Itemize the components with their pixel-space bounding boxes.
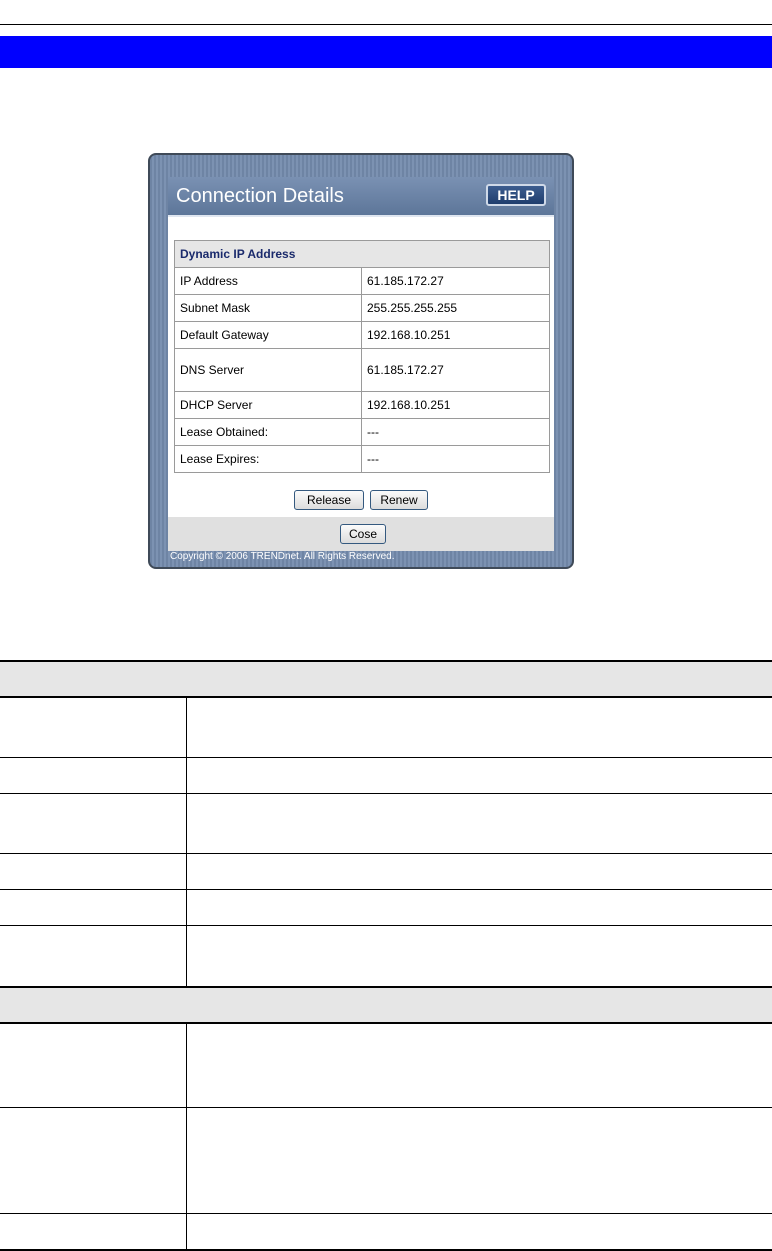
table-row: [175, 268, 550, 295]
row-value: 61.185.172.27: [362, 349, 550, 392]
table-divider: [0, 925, 772, 926]
row-label: Subnet Mask: [175, 295, 362, 322]
table-row: [175, 349, 550, 392]
row-label: Lease Obtained:: [175, 419, 362, 446]
close-button[interactable]: Cose: [340, 524, 386, 544]
row-value: 192.168.10.251: [362, 322, 550, 349]
dialog-body: [168, 217, 554, 551]
table-column-separator: [186, 1024, 187, 1249]
renew-button[interactable]: Renew: [370, 490, 428, 510]
table-divider: [0, 793, 772, 794]
row-label: Default Gateway: [175, 322, 362, 349]
table-header-row: [0, 988, 772, 1022]
close-button-bar: [168, 517, 554, 551]
table-row: [175, 322, 550, 349]
row-label: DNS Server: [175, 349, 362, 392]
table-divider: [0, 853, 772, 854]
dialog-title: Connection Details: [176, 185, 344, 207]
table-column-separator: [186, 698, 187, 986]
table-row: [175, 446, 550, 473]
table-divider: [0, 889, 772, 890]
page-top-rule: [0, 24, 772, 25]
release-button[interactable]: Release: [294, 490, 364, 510]
table-header-row: [0, 662, 772, 696]
connection-details-table: [174, 240, 550, 473]
row-label: DHCP Server: [175, 392, 362, 419]
row-value: 192.168.10.251: [362, 392, 550, 419]
row-value: 255.255.255.255: [362, 295, 550, 322]
row-label: Lease Expires:: [175, 446, 362, 473]
row-value: ---: [362, 446, 550, 473]
table-row: [175, 392, 550, 419]
copyright-text: Copyright © 2006 TRENDnet. All Rights Reserved.: [170, 551, 395, 562]
table-section-header: [175, 241, 550, 268]
table-divider: [0, 696, 772, 698]
row-value: 61.185.172.27: [362, 268, 550, 295]
dialog-header: [168, 177, 554, 217]
row-label: IP Address: [175, 268, 362, 295]
table-divider: [0, 1213, 772, 1214]
table-row: [175, 295, 550, 322]
row-value: ---: [362, 419, 550, 446]
connection-details-window: [148, 153, 574, 569]
help-button[interactable]: HELP: [486, 184, 546, 206]
table-row: [175, 419, 550, 446]
table-divider: [0, 757, 772, 758]
table-divider: [0, 1022, 772, 1024]
table-divider: [0, 1107, 772, 1108]
section-label: Dynamic IP Address: [175, 241, 550, 268]
section-heading-bar: [0, 36, 772, 68]
